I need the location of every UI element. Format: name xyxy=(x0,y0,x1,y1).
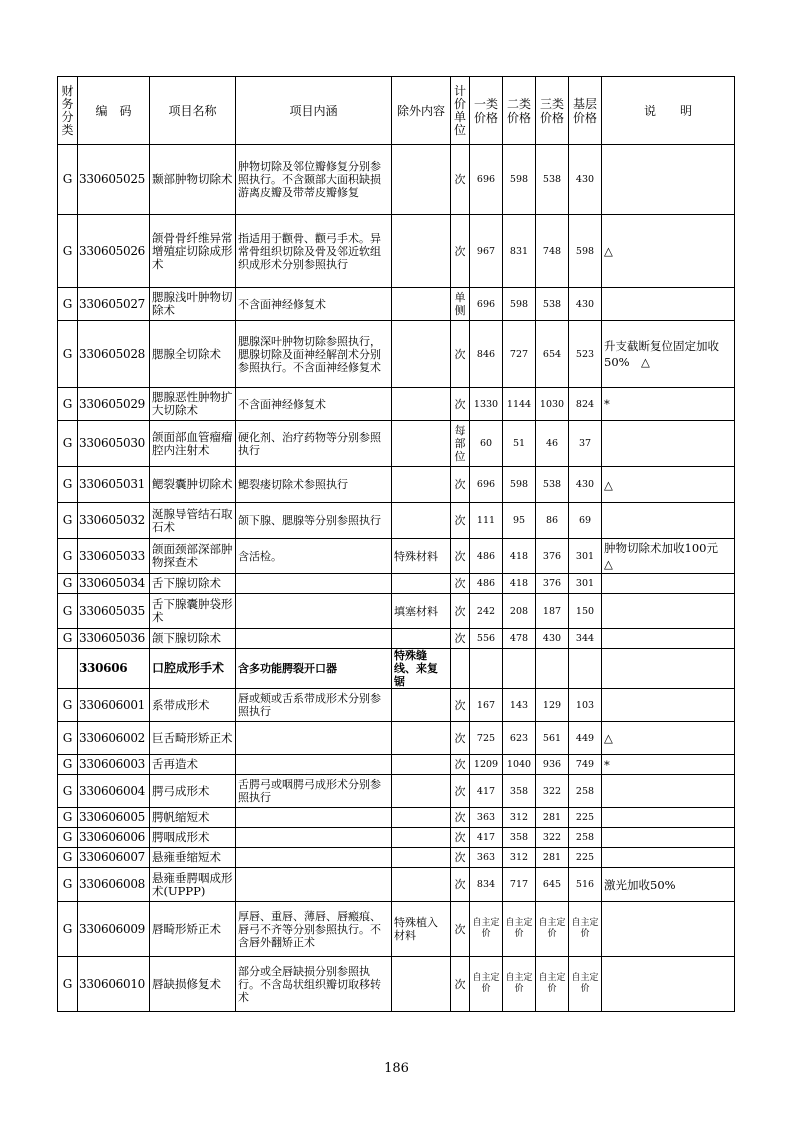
table-row xyxy=(58,689,735,722)
row-content: 舌腭弓或咽腭弓成形术分别参照执行 xyxy=(236,775,392,808)
row-code: 330605026 xyxy=(78,215,150,288)
row-content xyxy=(236,848,392,868)
header-unit: 计价单位 xyxy=(451,77,470,145)
row-code: 330606010 xyxy=(78,957,150,1012)
row-unit: 次 xyxy=(451,145,470,215)
row-price-2: 312 xyxy=(503,848,536,868)
row-category: G xyxy=(58,848,78,868)
row-price-1: 363 xyxy=(470,848,503,868)
row-price-1: 1209 xyxy=(470,755,503,775)
row-code: 330606004 xyxy=(78,775,150,808)
header-price-3: 三类价格 xyxy=(536,77,569,145)
row-name: 舌再造术 xyxy=(150,755,236,775)
row-category: G xyxy=(58,689,78,722)
row-content: 鳃裂瘘切除术参照执行 xyxy=(236,467,392,503)
row-name: 颌下腺切除术 xyxy=(150,629,236,649)
row-price-2: 143 xyxy=(503,689,536,722)
table-row xyxy=(58,321,735,388)
row-notes xyxy=(602,957,735,1012)
row-notes xyxy=(602,288,735,321)
row-price-2: 51 xyxy=(503,421,536,467)
table-row xyxy=(58,539,735,574)
table-row xyxy=(58,902,735,957)
row-price-2: 598 xyxy=(503,288,536,321)
row-content xyxy=(236,574,392,594)
row-content xyxy=(236,594,392,629)
header-price-1: 一类价格 xyxy=(470,77,503,145)
row-code: 330606007 xyxy=(78,848,150,868)
row-exclusions xyxy=(392,755,451,775)
table-row xyxy=(58,722,735,755)
row-exclusions xyxy=(392,848,451,868)
row-exclusions: 填塞材料 xyxy=(392,594,451,629)
row-price-3: 936 xyxy=(536,755,569,775)
row-price-3: 自主定价 xyxy=(536,902,569,957)
row-unit: 次 xyxy=(451,868,470,902)
row-name: 舌下腺囊肿袋形术 xyxy=(150,594,236,629)
row-code: 330605025 xyxy=(78,145,150,215)
row-exclusions xyxy=(392,629,451,649)
row-price-4: 430 xyxy=(569,288,602,321)
header-price-2: 二类价格 xyxy=(503,77,536,145)
row-unit: 次 xyxy=(451,775,470,808)
row-unit: 次 xyxy=(451,689,470,722)
header-notes: 说 明 xyxy=(602,77,735,145)
row-exclusions xyxy=(392,503,451,539)
row-price-3: 281 xyxy=(536,808,569,828)
row-price-1: 242 xyxy=(470,594,503,629)
row-price-2: 831 xyxy=(503,215,536,288)
row-price-4: 523 xyxy=(569,321,602,388)
row-exclusions xyxy=(392,957,451,1012)
row-notes: △ xyxy=(602,215,735,288)
row-price-1: 556 xyxy=(470,629,503,649)
row-price-2: 自主定价 xyxy=(503,902,536,957)
row-price-1: 696 xyxy=(470,288,503,321)
row-price-3: 86 xyxy=(536,503,569,539)
row-content xyxy=(236,629,392,649)
row-exclusions xyxy=(392,388,451,421)
row-code: 330605029 xyxy=(78,388,150,421)
table-row xyxy=(58,828,735,848)
table-row xyxy=(58,629,735,649)
row-price-4: 自主定价 xyxy=(569,957,602,1012)
row-category: G xyxy=(58,828,78,848)
row-price-4 xyxy=(569,649,602,689)
row-price-1: 725 xyxy=(470,722,503,755)
row-code: 330606 xyxy=(78,649,150,689)
row-notes xyxy=(602,689,735,722)
row-exclusions xyxy=(392,421,451,467)
row-unit xyxy=(451,649,470,689)
row-code: 330606008 xyxy=(78,868,150,902)
row-price-3: 430 xyxy=(536,629,569,649)
header-category: 财务分类 xyxy=(58,77,78,145)
row-code: 330605034 xyxy=(78,574,150,594)
row-unit: 单侧 xyxy=(451,288,470,321)
row-exclusions xyxy=(392,689,451,722)
row-code: 330606005 xyxy=(78,808,150,828)
row-price-2: 312 xyxy=(503,808,536,828)
row-price-1: 834 xyxy=(470,868,503,902)
row-unit: 次 xyxy=(451,539,470,574)
row-exclusions xyxy=(392,574,451,594)
row-name: 颌骨骨纤维异常增殖症切除成形术 xyxy=(150,215,236,288)
row-price-4: 598 xyxy=(569,215,602,288)
row-name: 颌面颈部深部肿物探查术 xyxy=(150,539,236,574)
row-unit: 次 xyxy=(451,215,470,288)
row-notes xyxy=(602,848,735,868)
row-price-4: 150 xyxy=(569,594,602,629)
row-exclusions xyxy=(392,775,451,808)
header-exclusions: 除外内容 xyxy=(392,77,451,145)
row-price-2: 727 xyxy=(503,321,536,388)
row-category: G xyxy=(58,503,78,539)
table-row xyxy=(58,421,735,467)
header-name: 项目名称 xyxy=(150,77,236,145)
row-category: G xyxy=(58,808,78,828)
row-notes: 肿物切除术加收100元 △ xyxy=(602,539,735,574)
row-price-1 xyxy=(470,649,503,689)
row-name: 腭弓成形术 xyxy=(150,775,236,808)
row-content: 部分或全唇缺损分别参照执行。不含岛状组织瓣切取移转术 xyxy=(236,957,392,1012)
row-name: 颞部肿物切除术 xyxy=(150,145,236,215)
row-price-2: 717 xyxy=(503,868,536,902)
row-price-3: 748 xyxy=(536,215,569,288)
table-row xyxy=(58,288,735,321)
row-category: G xyxy=(58,775,78,808)
header-content: 项目内涵 xyxy=(236,77,392,145)
row-price-3: 46 xyxy=(536,421,569,467)
row-unit: 次 xyxy=(451,957,470,1012)
row-price-3: 561 xyxy=(536,722,569,755)
row-category: G xyxy=(58,629,78,649)
row-price-2: 95 xyxy=(503,503,536,539)
row-name: 颌面部血管瘤瘤腔内注射术 xyxy=(150,421,236,467)
row-exclusions: 特殊缝线、来复锯 xyxy=(392,649,451,689)
row-content: 不含面神经修复术 xyxy=(236,288,392,321)
row-notes xyxy=(602,574,735,594)
table-row xyxy=(58,755,735,775)
row-content xyxy=(236,722,392,755)
row-price-1: 1330 xyxy=(470,388,503,421)
row-price-4: 430 xyxy=(569,467,602,503)
row-price-4: 301 xyxy=(569,539,602,574)
row-price-3: 538 xyxy=(536,467,569,503)
section-row xyxy=(58,649,735,689)
row-name: 腭咽成形术 xyxy=(150,828,236,848)
row-price-4: 301 xyxy=(569,574,602,594)
row-category: G xyxy=(58,321,78,388)
row-content: 指适用于颧骨、颧弓手术。异常骨组织切除及骨及邻近软组织成形术分别参照执行 xyxy=(236,215,392,288)
row-content xyxy=(236,755,392,775)
row-name: 唇畸形矫正术 xyxy=(150,902,236,957)
row-code: 330606001 xyxy=(78,689,150,722)
row-content: 含多功能腭裂开口器 xyxy=(236,649,392,689)
row-notes: * xyxy=(602,755,735,775)
page-number: 186 xyxy=(384,1061,409,1076)
row-notes: * xyxy=(602,388,735,421)
row-price-4: 516 xyxy=(569,868,602,902)
row-exclusions xyxy=(392,828,451,848)
row-unit: 次 xyxy=(451,755,470,775)
row-price-3: 645 xyxy=(536,868,569,902)
row-price-4: 自主定价 xyxy=(569,902,602,957)
row-price-2: 478 xyxy=(503,629,536,649)
row-category: G xyxy=(58,288,78,321)
row-exclusions xyxy=(392,215,451,288)
row-notes: △ xyxy=(602,467,735,503)
row-price-4: 344 xyxy=(569,629,602,649)
table-row xyxy=(58,848,735,868)
row-name: 巨舌畸形矫正术 xyxy=(150,722,236,755)
row-category xyxy=(58,649,78,689)
row-exclusions xyxy=(392,288,451,321)
row-price-3: 538 xyxy=(536,145,569,215)
row-price-4: 749 xyxy=(569,755,602,775)
table-row xyxy=(58,145,735,215)
table-row xyxy=(58,868,735,902)
row-price-4: 430 xyxy=(569,145,602,215)
row-price-1: 696 xyxy=(470,467,503,503)
row-exclusions: 特殊材料 xyxy=(392,539,451,574)
row-price-3 xyxy=(536,649,569,689)
header-code: 编 码 xyxy=(78,77,150,145)
row-price-2 xyxy=(503,649,536,689)
row-exclusions xyxy=(392,808,451,828)
row-notes xyxy=(602,649,735,689)
row-price-2: 623 xyxy=(503,722,536,755)
row-price-3: 自主定价 xyxy=(536,957,569,1012)
row-notes xyxy=(602,503,735,539)
row-price-1: 417 xyxy=(470,775,503,808)
row-price-4: 258 xyxy=(569,828,602,848)
row-notes: 升支截断复位固定加收50% △ xyxy=(602,321,735,388)
row-exclusions xyxy=(392,321,451,388)
row-price-1: 486 xyxy=(470,539,503,574)
row-unit: 次 xyxy=(451,902,470,957)
row-content: 厚唇、重唇、薄唇、唇瘢痕、唇弓不齐等分别参照执行。不含唇外翻矫正术 xyxy=(236,902,392,957)
row-price-2: 418 xyxy=(503,539,536,574)
row-price-4: 258 xyxy=(569,775,602,808)
row-price-1: 自主定价 xyxy=(470,902,503,957)
row-name: 涎腺导管结石取石术 xyxy=(150,503,236,539)
row-code: 330605036 xyxy=(78,629,150,649)
row-code: 330605033 xyxy=(78,539,150,574)
row-category: G xyxy=(58,722,78,755)
row-price-2: 358 xyxy=(503,775,536,808)
row-notes: 激光加收50% xyxy=(602,868,735,902)
row-price-4: 37 xyxy=(569,421,602,467)
row-category: G xyxy=(58,467,78,503)
table-row xyxy=(58,215,735,288)
row-price-1: 167 xyxy=(470,689,503,722)
header-row xyxy=(58,77,735,145)
row-exclusions xyxy=(392,145,451,215)
row-price-4: 225 xyxy=(569,848,602,868)
row-notes xyxy=(602,902,735,957)
table-row xyxy=(58,808,735,828)
row-price-1: 自主定价 xyxy=(470,957,503,1012)
row-price-2: 598 xyxy=(503,145,536,215)
row-unit: 次 xyxy=(451,321,470,388)
row-notes: △ xyxy=(602,722,735,755)
row-content: 唇或颊或舌系带成形术分别参照执行 xyxy=(236,689,392,722)
row-notes xyxy=(602,828,735,848)
row-unit: 次 xyxy=(451,848,470,868)
row-price-2: 598 xyxy=(503,467,536,503)
row-name: 系带成形术 xyxy=(150,689,236,722)
row-price-3: 187 xyxy=(536,594,569,629)
row-price-2: 自主定价 xyxy=(503,957,536,1012)
row-content xyxy=(236,808,392,828)
row-category: G xyxy=(58,145,78,215)
row-price-1: 60 xyxy=(470,421,503,467)
row-category: G xyxy=(58,574,78,594)
row-price-2: 1144 xyxy=(503,388,536,421)
row-price-4: 449 xyxy=(569,722,602,755)
row-price-1: 967 xyxy=(470,215,503,288)
row-category: G xyxy=(58,594,78,629)
row-category: G xyxy=(58,539,78,574)
row-category: G xyxy=(58,868,78,902)
row-price-1: 846 xyxy=(470,321,503,388)
row-name: 舌下腺切除术 xyxy=(150,574,236,594)
table-row xyxy=(58,594,735,629)
fee-schedule-table xyxy=(57,76,735,1012)
row-price-3: 376 xyxy=(536,539,569,574)
row-notes xyxy=(602,421,735,467)
row-code: 330606006 xyxy=(78,828,150,848)
row-exclusions xyxy=(392,467,451,503)
row-price-1: 363 xyxy=(470,808,503,828)
row-code: 330606002 xyxy=(78,722,150,755)
row-category: G xyxy=(58,421,78,467)
row-unit: 次 xyxy=(451,722,470,755)
row-code: 330606009 xyxy=(78,902,150,957)
row-content xyxy=(236,868,392,902)
row-name: 腭帆缩短术 xyxy=(150,808,236,828)
table-row xyxy=(58,957,735,1012)
row-unit: 次 xyxy=(451,388,470,421)
row-price-3: 376 xyxy=(536,574,569,594)
row-price-3: 654 xyxy=(536,321,569,388)
row-unit: 次 xyxy=(451,828,470,848)
row-category: G xyxy=(58,755,78,775)
row-content: 硬化剂、治疗药物等分别参照执行 xyxy=(236,421,392,467)
row-content: 腮腺深叶肿物切除参照执行，腮腺切除及面神经解剖术分别参照执行。不含面神经修复术 xyxy=(236,321,392,388)
row-code: 330605035 xyxy=(78,594,150,629)
row-content: 不含面神经修复术 xyxy=(236,388,392,421)
row-name: 鳃裂囊肿切除术 xyxy=(150,467,236,503)
row-exclusions xyxy=(392,722,451,755)
row-unit: 每部位 xyxy=(451,421,470,467)
row-code: 330605028 xyxy=(78,321,150,388)
row-price-1: 696 xyxy=(470,145,503,215)
row-price-1: 486 xyxy=(470,574,503,594)
row-price-4: 69 xyxy=(569,503,602,539)
row-price-1: 417 xyxy=(470,828,503,848)
row-price-4: 225 xyxy=(569,808,602,828)
row-notes xyxy=(602,775,735,808)
row-content: 含活检。 xyxy=(236,539,392,574)
header-price-4: 基层价格 xyxy=(569,77,602,145)
row-price-3: 322 xyxy=(536,828,569,848)
table-row xyxy=(58,574,735,594)
row-price-2: 358 xyxy=(503,828,536,848)
row-code: 330605030 xyxy=(78,421,150,467)
row-name: 唇缺损修复术 xyxy=(150,957,236,1012)
row-price-4: 824 xyxy=(569,388,602,421)
row-price-3: 538 xyxy=(536,288,569,321)
row-unit: 次 xyxy=(451,503,470,539)
row-code: 330605032 xyxy=(78,503,150,539)
row-price-1: 111 xyxy=(470,503,503,539)
row-unit: 次 xyxy=(451,594,470,629)
table-row xyxy=(58,503,735,539)
row-name: 腮腺浅叶肿物切除术 xyxy=(150,288,236,321)
row-content: 肿物切除及邻位瓣修复分别参照执行。不含颞部大面积缺损游离皮瓣及带蒂皮瓣修复 xyxy=(236,145,392,215)
row-content: 颌下腺、腮腺等分别参照执行 xyxy=(236,503,392,539)
row-content xyxy=(236,828,392,848)
row-unit: 次 xyxy=(451,467,470,503)
row-notes xyxy=(602,594,735,629)
row-price-4: 103 xyxy=(569,689,602,722)
row-price-3: 322 xyxy=(536,775,569,808)
row-price-2: 1040 xyxy=(503,755,536,775)
row-price-3: 281 xyxy=(536,848,569,868)
row-exclusions xyxy=(392,868,451,902)
row-category: G xyxy=(58,388,78,421)
row-category: G xyxy=(58,957,78,1012)
row-exclusions: 特殊植入材料 xyxy=(392,902,451,957)
row-code: 330606003 xyxy=(78,755,150,775)
table-row xyxy=(58,775,735,808)
row-code: 330605027 xyxy=(78,288,150,321)
row-name: 腮腺全切除术 xyxy=(150,321,236,388)
row-price-2: 208 xyxy=(503,594,536,629)
row-notes xyxy=(602,808,735,828)
row-name: 腮腺恶性肿物扩大切除术 xyxy=(150,388,236,421)
table-row xyxy=(58,388,735,421)
row-name: 口腔成形手术 xyxy=(150,649,236,689)
table-row xyxy=(58,467,735,503)
row-unit: 次 xyxy=(451,629,470,649)
row-category: G xyxy=(58,215,78,288)
row-name: 悬雍垂缩短术 xyxy=(150,848,236,868)
row-category: G xyxy=(58,902,78,957)
row-unit: 次 xyxy=(451,808,470,828)
row-notes xyxy=(602,145,735,215)
row-name: 悬雍垂腭咽成形术(UPPP) xyxy=(150,868,236,902)
row-price-2: 418 xyxy=(503,574,536,594)
row-unit: 次 xyxy=(451,574,470,594)
row-code: 330605031 xyxy=(78,467,150,503)
row-price-3: 129 xyxy=(536,689,569,722)
row-price-3: 1030 xyxy=(536,388,569,421)
row-notes xyxy=(602,629,735,649)
